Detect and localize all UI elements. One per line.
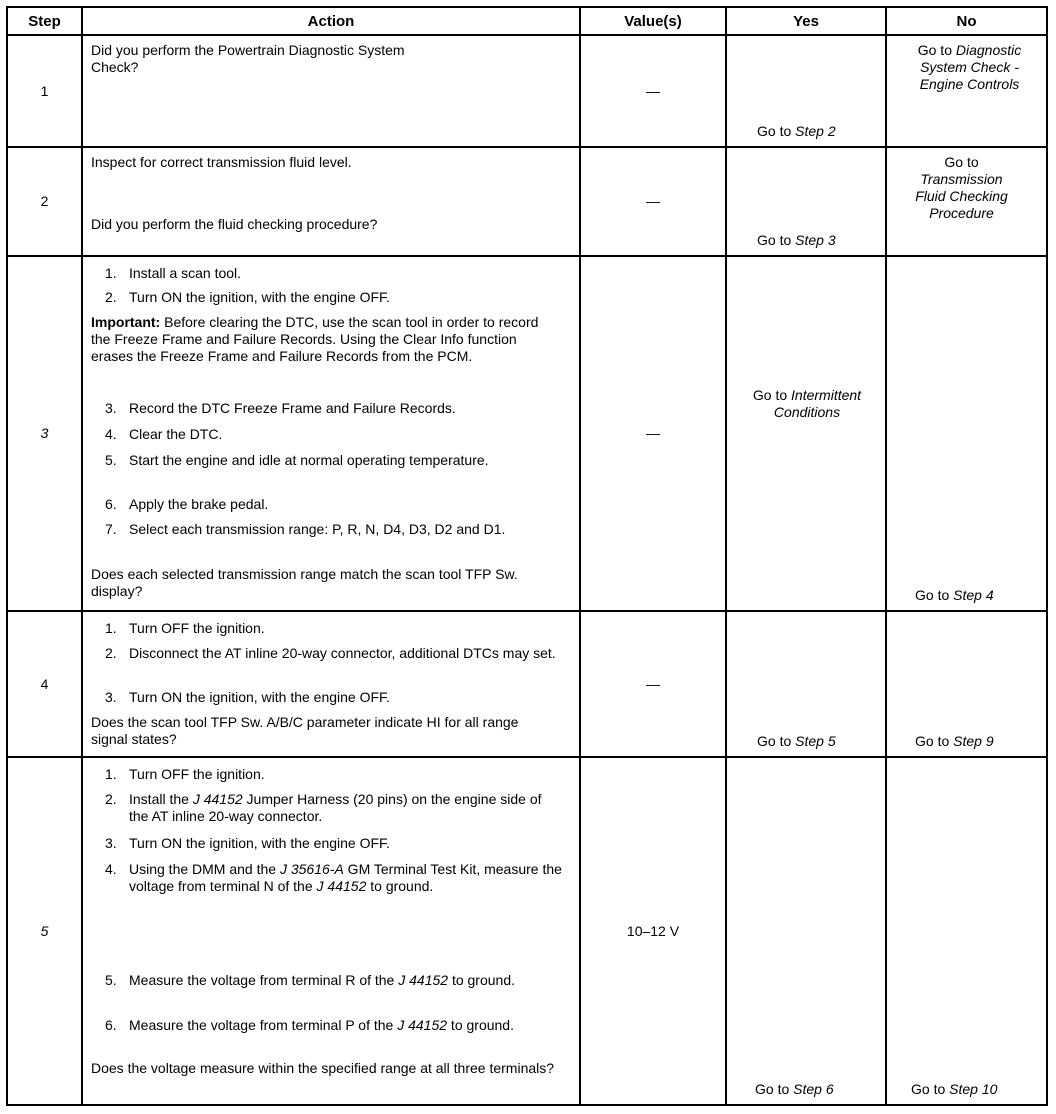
list-item-number: 6. xyxy=(105,496,117,512)
step-number: 3 xyxy=(7,256,82,611)
no-target: Step 10 xyxy=(949,1081,998,1097)
value-cell: 10–12 V xyxy=(580,757,726,1105)
step-number: 1 xyxy=(7,35,82,147)
list-item-number: 1. xyxy=(105,766,117,782)
no-target: Step 9 xyxy=(953,733,994,749)
action-cell xyxy=(82,757,580,1105)
list-item xyxy=(105,791,559,825)
yes-prefix: Go to xyxy=(755,1081,794,1097)
no-target: Step 4 xyxy=(953,587,994,603)
list-item-number: 1. xyxy=(105,265,117,281)
header-values: Value(s) xyxy=(580,7,726,35)
yes-target: Intermittent Conditions xyxy=(773,387,862,420)
list-item-number: 3. xyxy=(105,835,117,851)
list-item-text: Install a scan tool. xyxy=(129,265,242,281)
important-label: Important: xyxy=(91,314,161,330)
yes-prefix: Go to xyxy=(757,232,796,248)
action-question: Does each selected transmission range match the scan tool TFP Sw. display? xyxy=(91,566,518,599)
no-link[interactable] xyxy=(911,1081,997,1098)
no-cell xyxy=(886,147,1047,256)
yes-cell xyxy=(726,757,886,1105)
yes-prefix: Go to xyxy=(757,123,796,139)
table-row xyxy=(7,757,1047,1105)
action-cell xyxy=(82,256,580,611)
yes-link[interactable] xyxy=(757,733,836,750)
list-item-number: 6. xyxy=(105,1017,117,1033)
list-item xyxy=(105,1017,559,1034)
yes-target: Step 2 xyxy=(795,123,836,139)
text-segment: Measure the voltage from terminal R of the xyxy=(129,972,399,988)
list-item-text: Record the DTC Freeze Frame and Failure Records. xyxy=(129,400,456,416)
no-link[interactable] xyxy=(907,154,1016,222)
yes-cell xyxy=(726,147,886,256)
yes-link[interactable] xyxy=(757,123,836,140)
list-item-number: 7. xyxy=(105,521,117,537)
list-item-number: 1. xyxy=(105,620,117,636)
action-cell xyxy=(82,35,580,147)
yes-target: Step 6 xyxy=(793,1081,834,1097)
list-item xyxy=(105,496,571,513)
list-item-number: 4. xyxy=(105,861,117,877)
text-segment: GM Terminal Test Kit, measure the voltage from terminal N of the xyxy=(129,861,562,894)
list-item xyxy=(105,426,571,443)
header-step: Step xyxy=(7,7,82,35)
no-link[interactable] xyxy=(915,733,994,750)
text-segment: Using the DMM and the xyxy=(129,861,280,877)
text-segment: to ground. xyxy=(447,1017,514,1033)
no-cell xyxy=(886,611,1047,757)
tool-reference: J 44152 xyxy=(316,878,367,894)
yes-link[interactable] xyxy=(757,232,836,249)
table-row xyxy=(7,35,1047,147)
list-item-text: Turn ON the ignition, with the engine OFF. xyxy=(129,289,390,305)
no-link[interactable] xyxy=(899,42,1040,93)
no-cell xyxy=(886,256,1047,611)
no-prefix: Go to xyxy=(915,733,954,749)
no-cell xyxy=(886,35,1047,147)
value-cell: — xyxy=(580,256,726,611)
no-cell xyxy=(886,757,1047,1105)
list-item-text: Turn ON the ignition, with the engine OFF. xyxy=(129,835,390,851)
yes-prefix: Go to xyxy=(757,733,796,749)
list-item xyxy=(105,689,571,706)
yes-link[interactable] xyxy=(733,387,881,421)
text-segment: Install the xyxy=(129,791,193,807)
step-number: 2 xyxy=(7,147,82,256)
list-item-text: Disconnect the AT inline 20-way connector, additional DTCs may set. xyxy=(129,645,556,661)
table-row xyxy=(7,147,1047,256)
value-cell: — xyxy=(580,611,726,757)
list-item-number: 5. xyxy=(105,452,117,468)
list-item-number: 2. xyxy=(105,791,117,807)
yes-prefix: Go to xyxy=(752,387,792,403)
header-no: No xyxy=(886,7,1047,35)
list-item-number: 2. xyxy=(105,645,117,661)
no-prefix: Go to xyxy=(915,587,954,603)
list-item-text: Turn OFF the ignition. xyxy=(129,766,265,782)
action-question: Did you perform the fluid checking procedure? xyxy=(91,216,378,232)
text-segment: to ground. xyxy=(448,972,515,988)
list-item-text: Clear the DTC. xyxy=(129,426,223,442)
list-item xyxy=(105,620,571,637)
table-row xyxy=(7,611,1047,757)
list-item-number: 3. xyxy=(105,689,117,705)
list-item-number: 4. xyxy=(105,426,117,442)
list-item-number: 2. xyxy=(105,289,117,305)
table-row xyxy=(7,256,1047,611)
important-text: Before clearing the DTC, use the scan tool in order to record the Freeze Frame and Failure Records. Using the Clear Info function erases the Freeze Frame and Failure Records from the PCM. xyxy=(91,314,539,364)
diagnostic-table xyxy=(6,6,1048,1106)
list-item xyxy=(105,861,569,895)
value-cell: — xyxy=(580,35,726,147)
list-item xyxy=(105,766,571,783)
tool-reference: J 44152 xyxy=(397,1017,448,1033)
text-segment: to ground. xyxy=(366,878,434,894)
list-item xyxy=(105,265,571,282)
no-prefix: Go to xyxy=(917,42,956,58)
yes-cell xyxy=(726,611,886,757)
important-note xyxy=(91,314,556,365)
action-cell xyxy=(82,147,580,256)
list-item-text: Turn OFF the ignition. xyxy=(129,620,265,636)
list-item-number: 5. xyxy=(105,972,117,988)
action-cell xyxy=(82,611,580,757)
no-link[interactable] xyxy=(915,587,994,604)
text-segment: Jumper Harness (20 pins) on the engine side of the AT inline 20-way connector. xyxy=(129,791,542,824)
no-prefix: Go to xyxy=(911,1081,950,1097)
no-target: Transmission Fluid Checking Procedure xyxy=(915,171,1008,221)
list-item-text: Turn ON the ignition, with the engine OFF. xyxy=(129,689,390,705)
list-item xyxy=(105,289,571,306)
tool-reference: J 35616-A xyxy=(279,861,344,877)
text-segment: Measure the voltage from terminal P of the xyxy=(129,1017,398,1033)
list-item-text: Start the engine and idle at normal operating temperature. xyxy=(129,452,489,468)
tool-reference: J 44152 xyxy=(398,972,449,988)
value-cell: — xyxy=(580,147,726,256)
list-item xyxy=(105,452,529,469)
header-row xyxy=(7,7,1047,35)
header-yes: Yes xyxy=(726,7,886,35)
yes-target: Step 3 xyxy=(795,232,836,248)
list-item-text: Apply the brake pedal. xyxy=(129,496,269,512)
list-item xyxy=(105,645,569,662)
list-item-number: 3. xyxy=(105,400,117,416)
list-item-text: Select each transmission range: P, R, N, D4, D3, D2 and D1. xyxy=(129,521,506,537)
yes-cell xyxy=(726,256,886,611)
yes-cell xyxy=(726,35,886,147)
action-question: Does the scan tool TFP Sw. A/B/C parameter indicate HI for all range signal states? xyxy=(91,714,519,747)
no-target: Diagnostic System Check - Engine Controls xyxy=(919,42,1022,92)
header-action: Action xyxy=(82,7,580,35)
tool-reference: J 44152 xyxy=(192,791,243,807)
step-number: 5 xyxy=(7,757,82,1105)
list-item xyxy=(105,400,571,417)
list-item xyxy=(105,835,571,852)
yes-target: Step 5 xyxy=(795,733,836,749)
action-question: Did you perform the Powertrain Diagnostic System Check? xyxy=(91,42,405,75)
list-item xyxy=(105,972,559,989)
step-number: 4 xyxy=(7,611,82,757)
no-prefix: Go to xyxy=(944,154,979,170)
action-intro: Inspect for correct transmission fluid level. xyxy=(91,154,352,170)
list-item xyxy=(105,521,559,538)
action-question: Does the voltage measure within the specified range at all three terminals? xyxy=(91,1060,555,1076)
yes-link[interactable] xyxy=(755,1081,834,1098)
